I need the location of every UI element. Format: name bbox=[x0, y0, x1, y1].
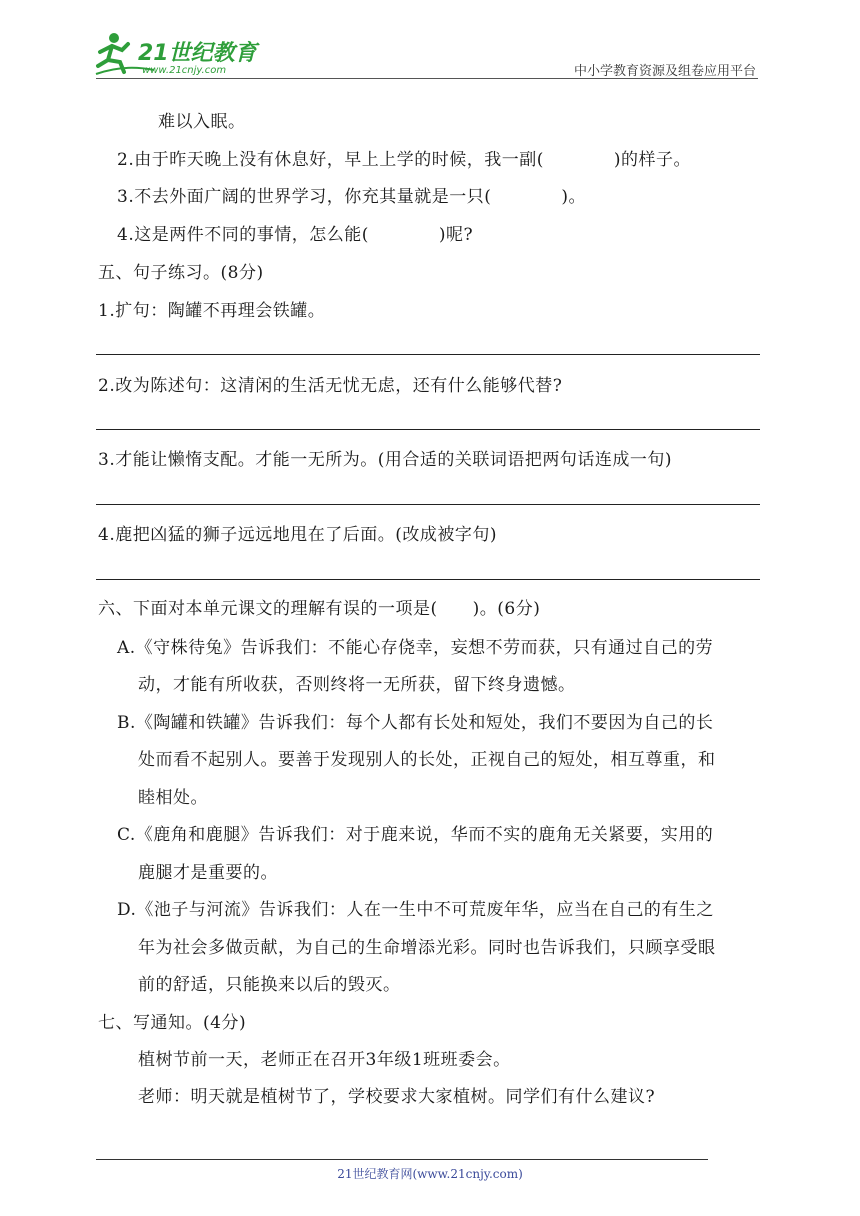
option-c-line-1: C.《鹿角和鹿腿》告诉我们：对于鹿来说，华而不实的鹿角无关紧要，实用的 bbox=[117, 825, 714, 845]
logo-url: www.21cnjy.com bbox=[142, 65, 227, 76]
answer-line-2[interactable] bbox=[96, 429, 760, 430]
footer-divider bbox=[96, 1159, 708, 1160]
section-6-title: 六、下面对本单元课文的理解有误的一项是( )。(6分) bbox=[98, 599, 541, 619]
sentence-item-3: 3.才能让懒惰支配。才能一无所为。(用合适的关联词语把两句话连成一句) bbox=[98, 450, 672, 470]
option-d-line-3: 前的舒适，只能换来以后的毁灭。 bbox=[138, 975, 401, 995]
notice-context-line: 植树节前一天，老师正在召开3年级1班班委会。 bbox=[138, 1050, 511, 1070]
sentence-item-2: 2.改为陈述句：这清闲的生活无忧无虑，还有什么能够代替? bbox=[98, 376, 563, 396]
answer-line-3[interactable] bbox=[96, 504, 760, 505]
logo-text: 21世纪教育 bbox=[138, 41, 257, 66]
option-a-line-1: A.《守株待兔》告诉我们：不能心存侥幸，妄想不劳而获，只有通过自己的劳 bbox=[117, 638, 714, 658]
answer-line-4[interactable] bbox=[96, 579, 760, 580]
fill-item-2: 2.由于昨天晚上没有休息好，早上上学的时候，我一副( )的样子。 bbox=[117, 150, 691, 170]
continued-line: 难以入眠。 bbox=[158, 112, 246, 132]
section-5-title: 五、句子练习。(8分) bbox=[98, 263, 264, 283]
option-b-line-2: 处而看不起别人。要善于发现别人的长处，正视自己的短处，相互尊重，和 bbox=[138, 750, 716, 770]
option-b-line-3: 睦相处。 bbox=[138, 788, 208, 808]
option-a-line-2: 动，才能有所收获，否则终将一无所获，留下终身遗憾。 bbox=[138, 675, 576, 695]
site-logo bbox=[94, 30, 264, 80]
answer-line-1[interactable] bbox=[96, 354, 760, 355]
sentence-item-4: 4.鹿把凶猛的狮子远远地甩在了后面。(改成被字句) bbox=[98, 525, 497, 545]
option-c-line-2: 鹿腿才是重要的。 bbox=[138, 863, 278, 883]
option-d-line-2: 年为社会多做贡献，为自己的生命增添光彩。同时也告诉我们，只顾享受眼 bbox=[138, 938, 716, 958]
sentence-item-1: 1.扩句：陶罐不再理会铁罐。 bbox=[98, 301, 326, 321]
teacher-dialogue-line: 老师：明天就是植树节了，学校要求大家植树。同学们有什么建议? bbox=[138, 1087, 656, 1107]
fill-item-3: 3.不去外面广阔的世界学习，你充其量就是一只( )。 bbox=[117, 187, 586, 207]
header-tagline: 中小学教育资源及组卷应用平台 bbox=[573, 64, 756, 79]
header-divider bbox=[96, 78, 758, 79]
section-7-title: 七、写通知。(4分) bbox=[98, 1013, 247, 1033]
option-b-line-1: B.《陶罐和铁罐》告诉我们：每个人都有长处和短处，我们不要因为自己的长 bbox=[117, 713, 714, 733]
option-d-line-1: D.《池子与河流》告诉我们：人在一生中不可荒废年华，应当在自己的有生之 bbox=[117, 900, 714, 920]
runner-logo-icon bbox=[94, 30, 264, 80]
footer-text: 21世纪教育网(www.21cnjy.com) bbox=[337, 1167, 523, 1181]
fill-item-4: 4.这是两件不同的事情，怎么能( )呢? bbox=[117, 225, 474, 245]
